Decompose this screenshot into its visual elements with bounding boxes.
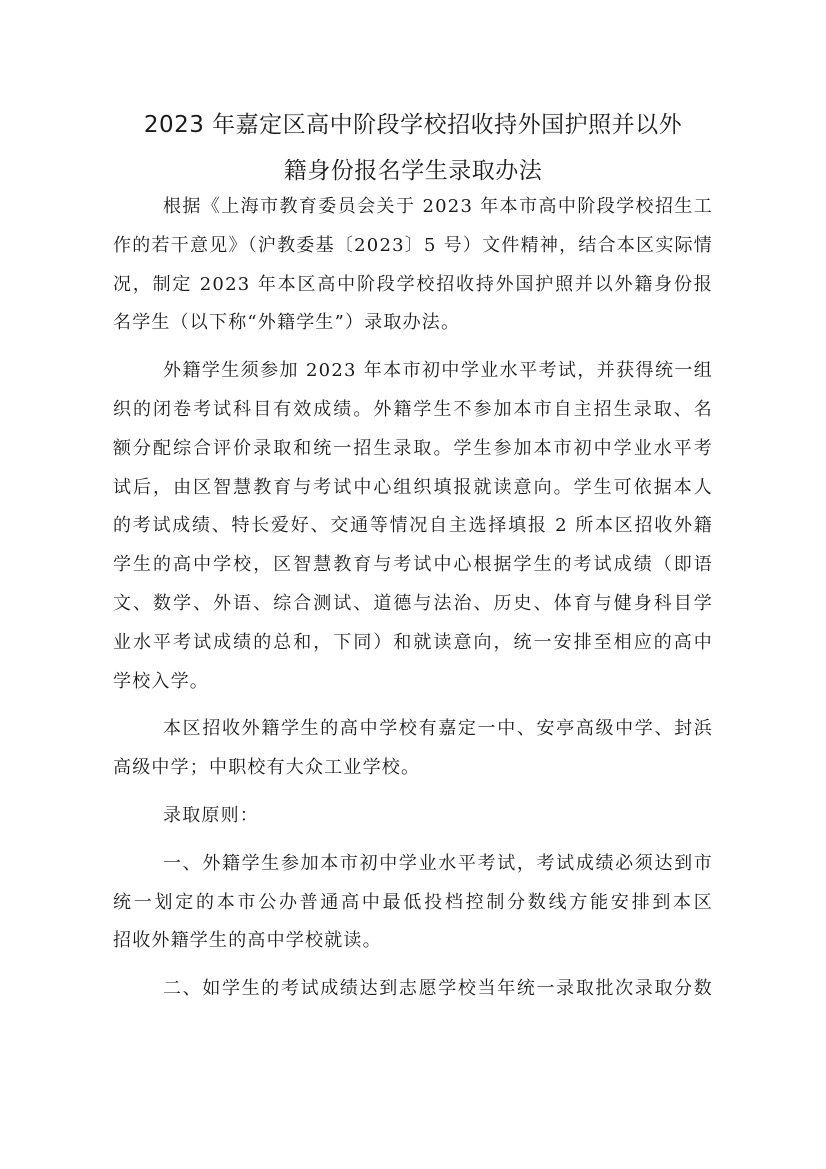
text-line: 外籍学生须参加 2023 年本市初中学业水平考试，并获得统一组 bbox=[163, 360, 713, 382]
text-line: 二、如学生的考试成绩达到志愿学校当年统一录取批次录取分数 bbox=[163, 978, 713, 1000]
paragraph-schools bbox=[113, 710, 713, 788]
text-line: 学校入学。 bbox=[113, 670, 209, 692]
title-line: 籍身份报名学生录取办法 bbox=[283, 158, 543, 184]
text-line: 作的若干意见》（沪教委基〔2023〕5 号）文件精神，结合本区实际情 bbox=[113, 234, 713, 256]
paragraph-exam-requirement bbox=[113, 352, 713, 701]
text-line: 本区招收外籍学生的高中学校有嘉定一中、安亭高级中学、封浜 bbox=[163, 718, 713, 740]
document-body bbox=[113, 188, 713, 1018]
paragraph-principles-heading bbox=[113, 797, 713, 836]
title-line: 2023 年嘉定区高中阶段学校招收持外国护照并以外 bbox=[143, 112, 683, 138]
paragraph-principle-one bbox=[113, 845, 713, 961]
text-line: 统一划定的本市公办普通高中最低投档控制分数线方能安排到本区 bbox=[113, 891, 713, 913]
text-line: 况，制定 2023 年本区高中阶段学校招收持外国护照并以外籍身份报 bbox=[113, 273, 713, 295]
text-line: 文、数学、外语、综合测试、道德与法治、历史、体育与健身科目学 bbox=[113, 592, 713, 614]
text-line: 业水平考试成绩的总和，下同）和就读意向，统一安排至相应的高中 bbox=[113, 631, 713, 653]
text-line: 额分配综合评价录取和统一招生录取。学生参加本市初中学业水平考 bbox=[113, 437, 713, 459]
text-line: 一、外籍学生参加本市初中学业水平考试，考试成绩必须达到市 bbox=[163, 852, 713, 874]
document-title bbox=[100, 102, 726, 194]
text-line: 织的闭卷考试科目有效成绩。外籍学生不参加本市自主招生录取、名 bbox=[113, 398, 713, 420]
text-line: 根据《上海市教育委员会关于 2023 年本市高中阶段学校招生工 bbox=[163, 196, 713, 217]
text-line: 的考试成绩、特长爱好、交通等情况自主选择填报 2 所本区招收外籍 bbox=[113, 515, 713, 537]
text-line: 试后，由区智慧教育与考试中心组织填报就读意向。学生可依据本人 bbox=[113, 476, 713, 498]
text-line: 招收外籍学生的高中学校就读。 bbox=[113, 930, 382, 952]
paragraph-basis bbox=[113, 188, 713, 343]
text-line: 名学生（以下称“外籍学生”）录取办法。 bbox=[113, 312, 461, 334]
text-line: 学生的高中学校，区智慧教育与考试中心根据学生的考试成绩（即语 bbox=[113, 554, 713, 576]
text-line: 高级中学；中职校有大众工业学校。 bbox=[113, 757, 421, 779]
text-line: 录取原则： bbox=[163, 804, 259, 826]
paragraph-principle-two bbox=[113, 970, 713, 1009]
